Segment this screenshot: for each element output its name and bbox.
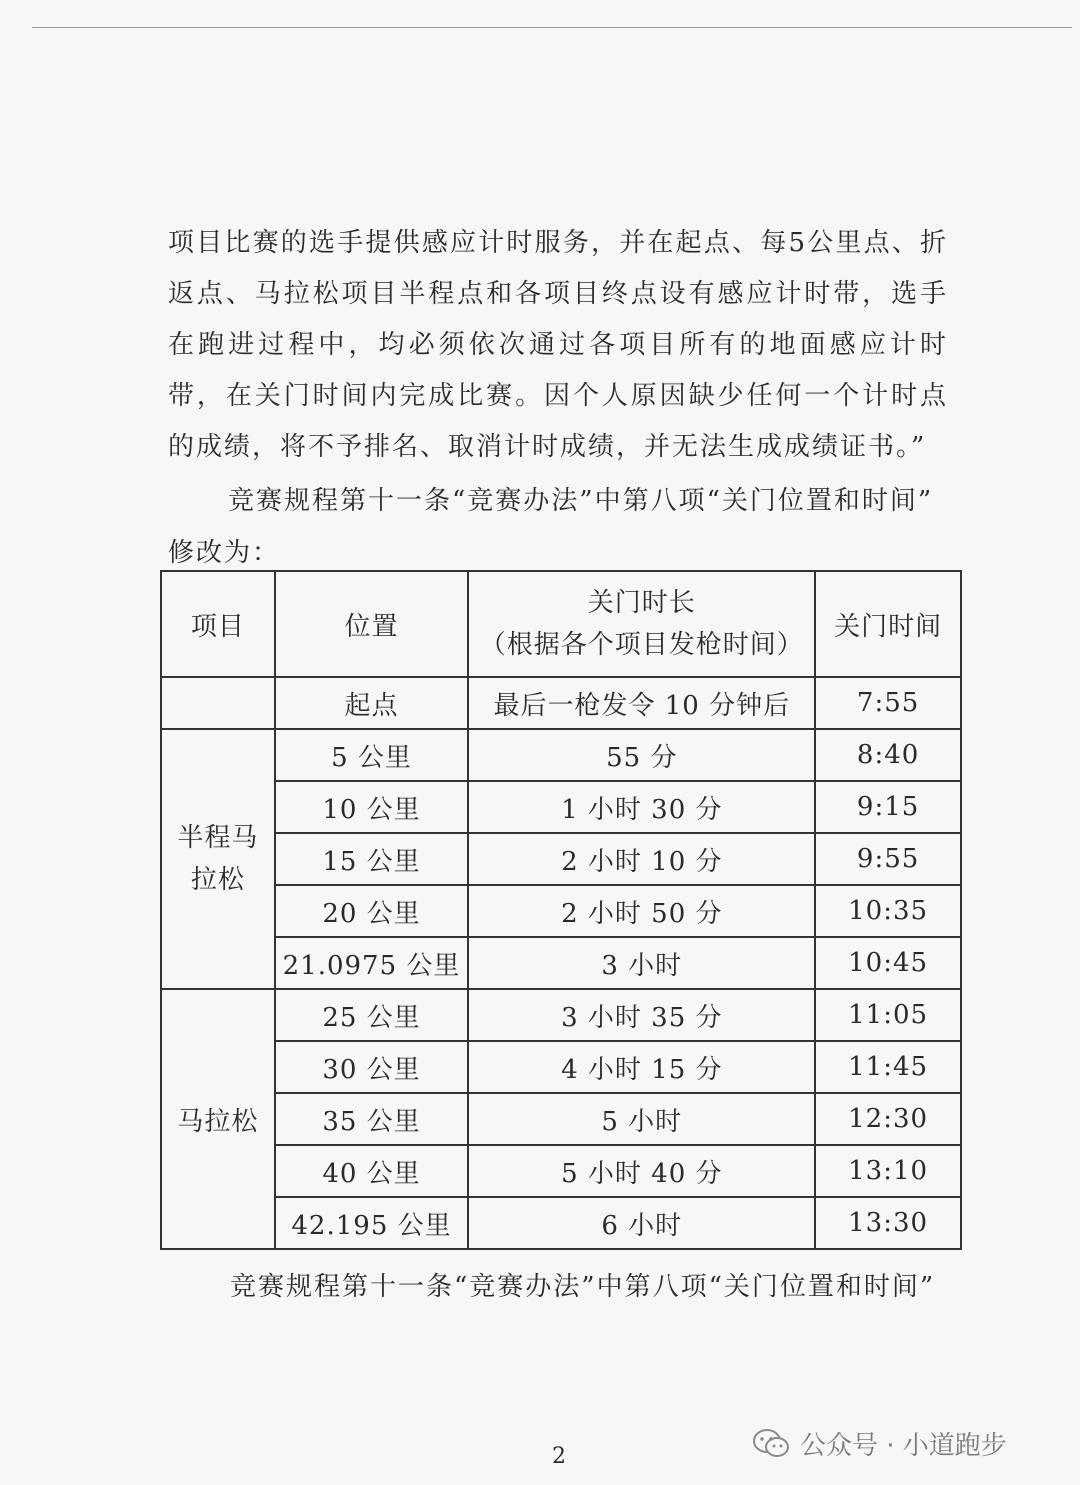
table-cell-duration: 4 小时 15 分	[468, 1041, 815, 1093]
event-label-line2: 拉松	[190, 865, 245, 895]
header-time: 关门时间	[815, 571, 961, 677]
table-cell-time: 11:05	[815, 989, 961, 1041]
table-cell-position: 10 公里	[275, 781, 469, 833]
table-row	[161, 677, 961, 729]
table-cell-duration: 5 小时 40 分	[468, 1145, 815, 1197]
table-cell-position: 30 公里	[275, 1041, 469, 1093]
table-row	[161, 781, 961, 833]
table-cell-position: 25 公里	[275, 989, 469, 1041]
table-row	[161, 833, 961, 885]
paragraph-timing-service: 项目比赛的选手提供感应计时服务，并在起点、每5公里点、折返点、马拉松项目半程点和各项目终点设有感应计时带，选手在跑进过程中，均必须依次通过各项目所有的地面感应计时带，在关门时间内完成比赛。因个人原因缺少任何一个计时点的成绩，将不予排名、取消计时成绩，并无法生成成绩证书。”	[168, 228, 948, 462]
table-cell-event-half-marathon	[161, 729, 275, 989]
table-row	[161, 1197, 961, 1249]
watermark-text: 公众号 · 小道跑步	[800, 1431, 1007, 1461]
table-cell-position: 35 公里	[275, 1093, 469, 1145]
table-cell-duration: 6 小时	[468, 1197, 815, 1249]
table-cell-duration: 2 小时 50 分	[468, 885, 815, 937]
paragraph-amendment-line1: 竞赛规程第十一条“竞赛办法”中第八项“关门位置和时间”	[228, 486, 934, 516]
table-cell-time: 9:55	[815, 833, 961, 885]
page-number: 2	[552, 1444, 566, 1469]
table-cell-event-marathon: 马拉松	[161, 989, 275, 1249]
table-cell-time: 10:45	[815, 937, 961, 989]
table-cell-position: 20 公里	[275, 885, 469, 937]
table-row	[161, 989, 961, 1041]
event-label-line1: 半程马	[177, 823, 259, 853]
table-cell-time: 13:10	[815, 1145, 961, 1197]
table-cell-time: 12:30	[815, 1093, 961, 1145]
table-cell-duration: 1 小时 30 分	[468, 781, 815, 833]
table-row	[161, 729, 961, 781]
table-row	[161, 1093, 961, 1145]
top-rule	[32, 27, 1072, 28]
table-cell-position: 起点	[275, 677, 469, 729]
table-cell-duration: 3 小时 35 分	[468, 989, 815, 1041]
table-cell-position: 5 公里	[275, 729, 469, 781]
header-duration-title: 关门时长	[587, 588, 696, 618]
wechat-icon	[752, 1428, 790, 1460]
header-duration-note: （根据各个项目发枪时间）	[479, 630, 804, 660]
table-cell-position: 42.195 公里	[275, 1197, 469, 1249]
table-cell-duration: 3 小时	[468, 937, 815, 989]
table-cell-position: 21.0975 公里	[275, 937, 469, 989]
paragraph-amendment-line2: 修改为：	[168, 538, 281, 568]
table-cell-time: 10:35	[815, 885, 961, 937]
table-cell-time: 7:55	[815, 677, 961, 729]
header-duration	[468, 571, 815, 677]
table-cell-time: 8:40	[815, 729, 961, 781]
table-row	[161, 885, 961, 937]
table-cell-time: 11:45	[815, 1041, 961, 1093]
table-row	[161, 1041, 961, 1093]
table-cell-duration: 最后一枪发令 10 分钟后	[468, 677, 815, 729]
table-cell-empty	[161, 677, 275, 729]
table-row	[161, 937, 961, 989]
table-row	[161, 1145, 961, 1197]
table-cell-position: 40 公里	[275, 1145, 469, 1197]
table-cell-duration: 5 小时	[468, 1093, 815, 1145]
paragraph-amendment-repeat: 竞赛规程第十一条“竞赛办法”中第八项“关门位置和时间”	[230, 1272, 936, 1302]
table-cell-time: 13:30	[815, 1197, 961, 1249]
table-cell-duration: 55 分	[468, 729, 815, 781]
header-item: 项目	[161, 571, 275, 677]
table-cell-position: 15 公里	[275, 833, 469, 885]
table-header-row	[161, 571, 961, 677]
table-cell-duration: 2 小时 10 分	[468, 833, 815, 885]
table-cell-time: 9:15	[815, 781, 961, 833]
watermark	[752, 1425, 1007, 1462]
header-position: 位置	[275, 571, 469, 677]
cutoff-table	[160, 570, 962, 1250]
